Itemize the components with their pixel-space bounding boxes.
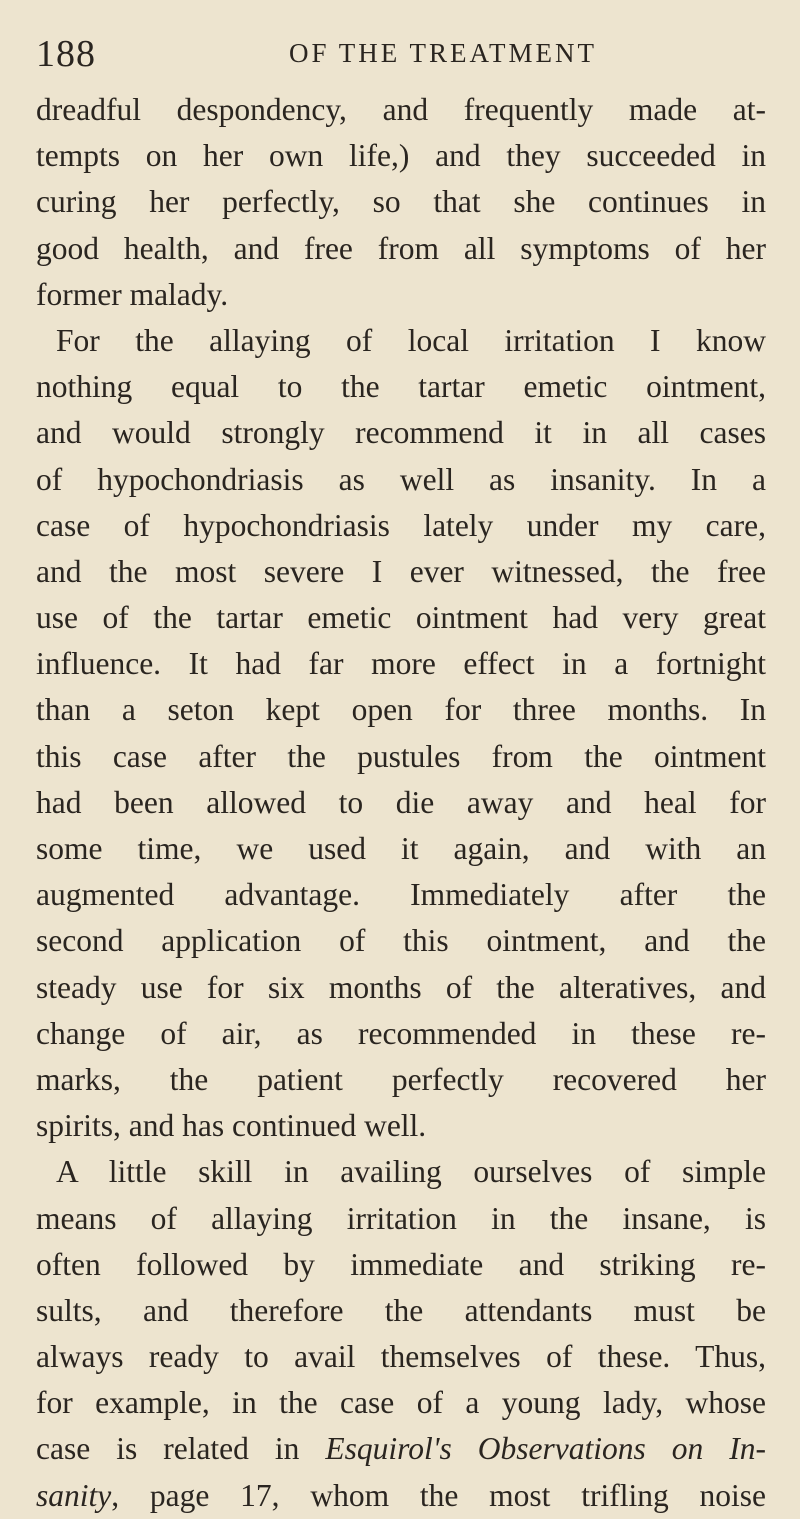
- page-header: [36, 28, 760, 76]
- text-line: and would strongly recommend it in all cases: [36, 415, 766, 451]
- text-line: always ready to avail themselves of these. Thus,: [36, 1339, 766, 1375]
- text-line: had been allowed to die away and heal for: [36, 784, 766, 820]
- line-text: , page 17, whom the most trifling noise: [111, 1477, 766, 1513]
- text-line: use of the tartar emetic ointment had very great: [36, 600, 766, 636]
- text-line: second application of this ointment, and the: [36, 923, 766, 959]
- text-line: steady use for six months of the alteratives, and: [36, 969, 766, 1005]
- text-line: influence. It had far more effect in a fortnight: [36, 646, 766, 682]
- text-line: this case after the pustules from the ointment: [36, 738, 766, 774]
- paragraph-start-line: For the allaying of local irritation I know: [56, 322, 766, 358]
- text-line-with-citation: [36, 1473, 766, 1519]
- text-line: often followed by immediate and striking re-: [36, 1246, 766, 1282]
- page-number: 188: [36, 33, 96, 75]
- text-line: case of hypochondriasis lately under my care,: [36, 507, 766, 543]
- body-text: [36, 87, 766, 1519]
- text-line: of hypochondriasis as well as insanity. In a: [36, 461, 766, 497]
- paragraph-start-line: A little skill in availing ourselves of simple: [56, 1154, 766, 1190]
- text-line: for example, in the case of a young lady, whose: [36, 1385, 766, 1421]
- text-line: spirits, and has continued well.: [36, 1108, 427, 1144]
- book-title-citation: Esquirol's Observations on In-: [325, 1431, 766, 1467]
- text-line: change of air, as recommended in these re-: [36, 1015, 766, 1051]
- running-title: OF THE TREATMENT: [288, 38, 597, 68]
- text-line: good health, and free from all symptoms of her: [36, 230, 766, 266]
- text-line: means of allaying irritation in the insane, is: [36, 1200, 766, 1236]
- text-line: some time, we used it again, and with an: [36, 831, 766, 866]
- text-line: augmented advantage. Immediately after the: [36, 877, 766, 913]
- text-line: sults, and therefore the attendants must be: [36, 1292, 766, 1328]
- text-line: tempts on her own life,) and they succeeded in: [36, 138, 766, 174]
- text-line: than a seton kept open for three months. In: [36, 692, 766, 728]
- text-line-with-citation: [36, 1426, 766, 1472]
- text-line: nothing equal to the tartar emetic ointment,: [36, 369, 766, 405]
- text-line: and the most severe I ever witnessed, the free: [36, 553, 766, 589]
- text-line: curing her perfectly, so that she continues in: [36, 184, 766, 220]
- text-line: former malady.: [36, 276, 229, 312]
- line-text: case is related in: [36, 1431, 326, 1467]
- text-line: dreadful despondency, and frequently made at-: [36, 92, 766, 127]
- text-line: marks, the patient perfectly recovered her: [36, 1061, 766, 1097]
- book-title-citation: sanity: [36, 1477, 112, 1513]
